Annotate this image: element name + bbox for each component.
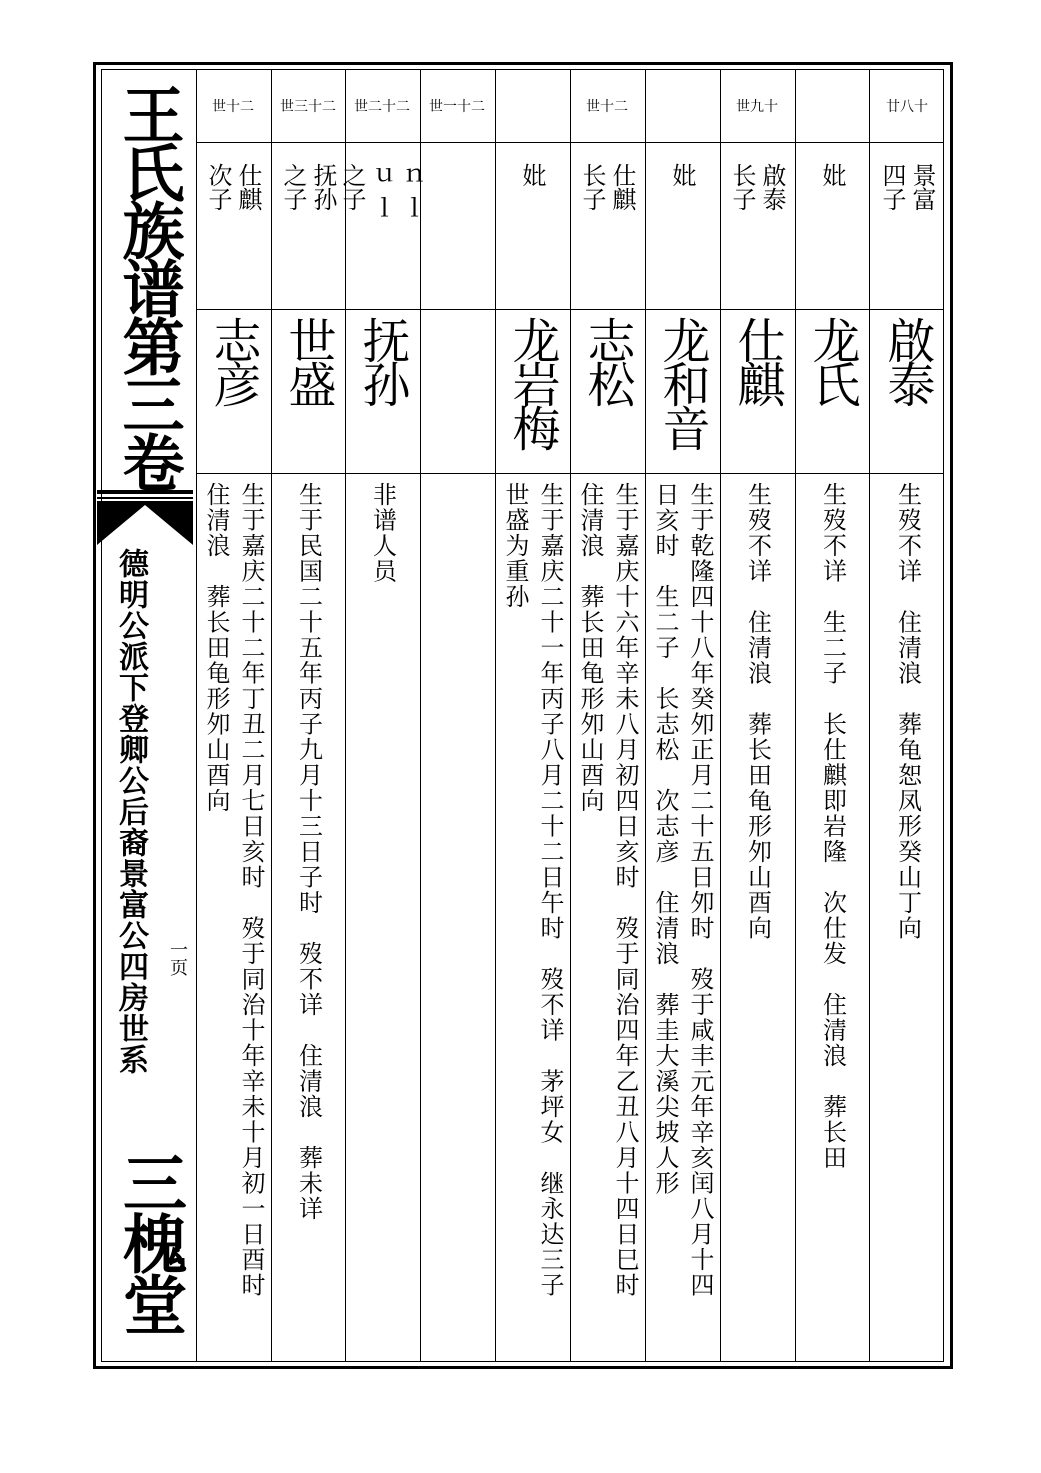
relation-label [420,143,494,309]
banner-rule-thin [97,497,193,499]
person-name: 志松 [579,316,635,404]
relation-label: 仕麒 次子 [204,163,262,211]
generation-label [795,69,869,142]
generation-label: 世十二 [212,98,254,115]
person-detail: 生于乾隆四十八年癸夘正月二十五日夘时 歿于咸丰元年辛亥闰八月十四 日亥时 生二子 长志松 次志彦 住清浪 葬圭大溪尖坡人形 [651,482,714,1298]
person-detail: 生于嘉庆十六年辛未八月初四日亥时 歿于同治四年乙丑八月十四日巳时 住清浪 葬长田龟形夘山酉向 [576,482,639,1298]
person-name: 仕麒 [729,316,785,404]
person-name: 龙氏 [804,316,860,404]
genealogy-table [196,69,944,1362]
generation-label: 世三十二 [280,98,336,115]
person-name [420,310,494,473]
book-title: 王氏族谱第三卷 [112,82,185,489]
person-name: 龙岩梅 [504,316,560,448]
relation-label: 妣 [668,163,696,187]
person-detail: 非谱人员 [368,482,397,584]
generation-label: 廿八十 [886,98,928,115]
person-name: 龙和音 [654,316,710,448]
person-detail: 生歿不详 生二子 长仕麒即岩隆 次仕发 住清浪 葬长田 [818,482,847,1171]
page-number: 一页 [167,940,188,976]
person-detail: 生于嘉庆二十二年丁丑二月七日亥时 歿于同治十年辛未十月初一日酉时 住清浪 葬长田龟形夘山酉向 [202,482,265,1298]
person-name: 啟泰 [879,316,935,404]
generation-label: 世十二 [586,98,628,115]
banner-rule [97,490,193,494]
person-name: 世盛 [280,316,336,404]
generation-label: 世九十 [736,98,778,115]
person-detail: 生于民国二十五年丙子九月十三日子时 歿不详 住清浪 葬未详 [294,482,323,1222]
person-name: 抚孙 [354,316,410,404]
relation-label: 妣 [818,163,846,187]
relation-label: 抚孙 之子 [279,163,337,211]
relation-label: 仕麒 长子 [578,163,636,211]
person-detail [420,474,494,1359]
book-subtitle: 德明公派下登卿公后裔景富公四房世系 [113,548,148,1075]
banner-chevron-icon [97,501,193,549]
person-name: 志彦 [205,316,261,404]
generation-label: 世一十二 [429,98,485,115]
person-detail: 生歿不详 住清浪 葬长田龟形夘山酉向 [743,482,772,941]
person-detail: 生歿不详 住清浪 葬龟恕凤形癸山丁向 [893,482,922,941]
person-detail: 生于嘉庆二十一年丙子八月二十二日午时 歿不详 茅坪女 继永达三子 世盛为重孙 [501,482,564,1298]
relation-label: 景富 四子 [878,163,936,211]
relation-label: ｎ ｌ ｕ ｌ 之子 [338,163,426,219]
relation-label: 啟泰 长子 [728,163,786,211]
generation-label [495,69,569,142]
generation-label [645,69,719,142]
generation-label: 世二十二 [354,98,410,115]
hall-name: 三槐堂 [112,1150,187,1333]
relation-label: 妣 [518,163,546,187]
